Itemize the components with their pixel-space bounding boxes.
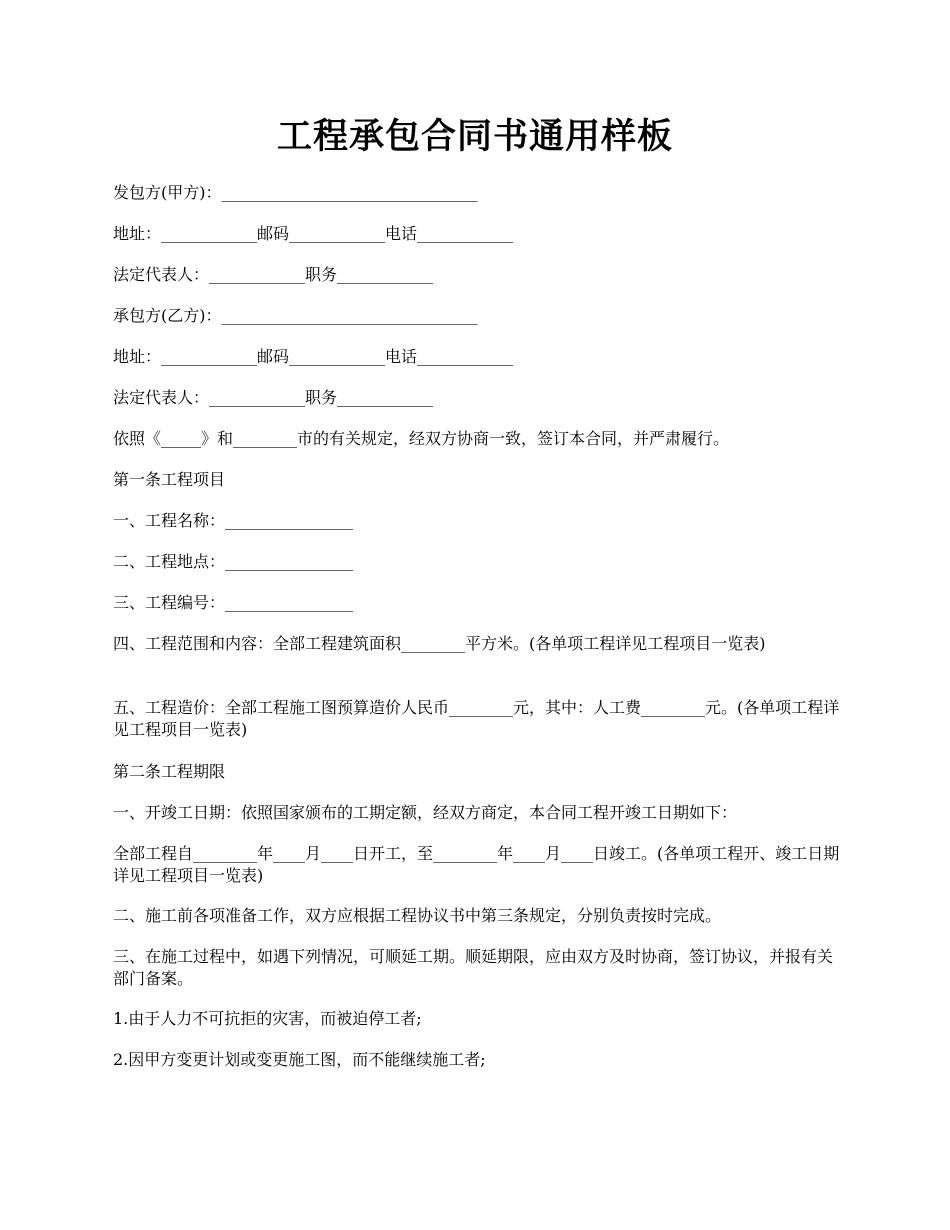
preamble-paragraph: 依照《_____》和________市的有关规定，经双方协商一致，签订本合同，并严肃履行。 [113, 429, 730, 448]
article-1-heading: 第一条工程项目 [113, 470, 226, 489]
party-b-representative-line: 法定代表人：____________职务____________ [113, 388, 434, 407]
extension-item-1: 1.由于人力不可抗拒的灾害，而被迫停工者; [113, 1009, 422, 1028]
project-scope-paragraph: 四、工程范围和内容：全部工程建筑面积________平方米。(各单项工程详见工程项目一览表) [113, 634, 766, 653]
document-title: 工程承包合同书通用样板 [276, 116, 673, 157]
preparation-paragraph: 二、施工前各项准备工作，双方应根据工程协议书中第三条规定，分别负责按时完成。 [113, 906, 722, 925]
extension-item-2: 2.因甲方变更计划或变更施工图，而不能继续施工者; [113, 1050, 486, 1069]
project-cost-paragraph: 五、工程造价：全部工程施工图预算造价人民币________元，其中：人工费________元。(各单项工程详见工程项目一览表) [113, 698, 840, 739]
extension-paragraph: 三、在施工过程中，如遇下列情况，可顺延工期。顺延期限，应由双方及时协商，签订协议，并报有关部门备案。 [113, 947, 834, 988]
project-number-line: 三、工程编号：________________ [113, 593, 354, 612]
party-a-address-line: 地址：____________邮码____________电话____________ [113, 224, 514, 243]
party-a-line: 发包方(甲方)：________________________________ [113, 183, 478, 202]
article-2-heading: 第二条工程期限 [113, 762, 226, 781]
start-completion-paragraph: 一、开竣工日期：依照国家颁布的工期定额，经双方商定，本合同工程开竣工日期如下： [113, 803, 738, 822]
party-b-line: 承包方(乙方)：________________________________ [113, 306, 478, 325]
schedule-dates-paragraph: 全部工程自________年____月____日开工，至________年____月____日竣工。(各单项工程开、竣工日期详见工程项目一览表) [113, 844, 840, 885]
party-b-address-line: 地址：____________邮码____________电话____________ [113, 347, 514, 366]
project-name-line: 一、工程名称：________________ [113, 511, 354, 530]
party-a-representative-line: 法定代表人：____________职务____________ [113, 265, 434, 284]
project-location-line: 二、工程地点：________________ [113, 552, 354, 571]
